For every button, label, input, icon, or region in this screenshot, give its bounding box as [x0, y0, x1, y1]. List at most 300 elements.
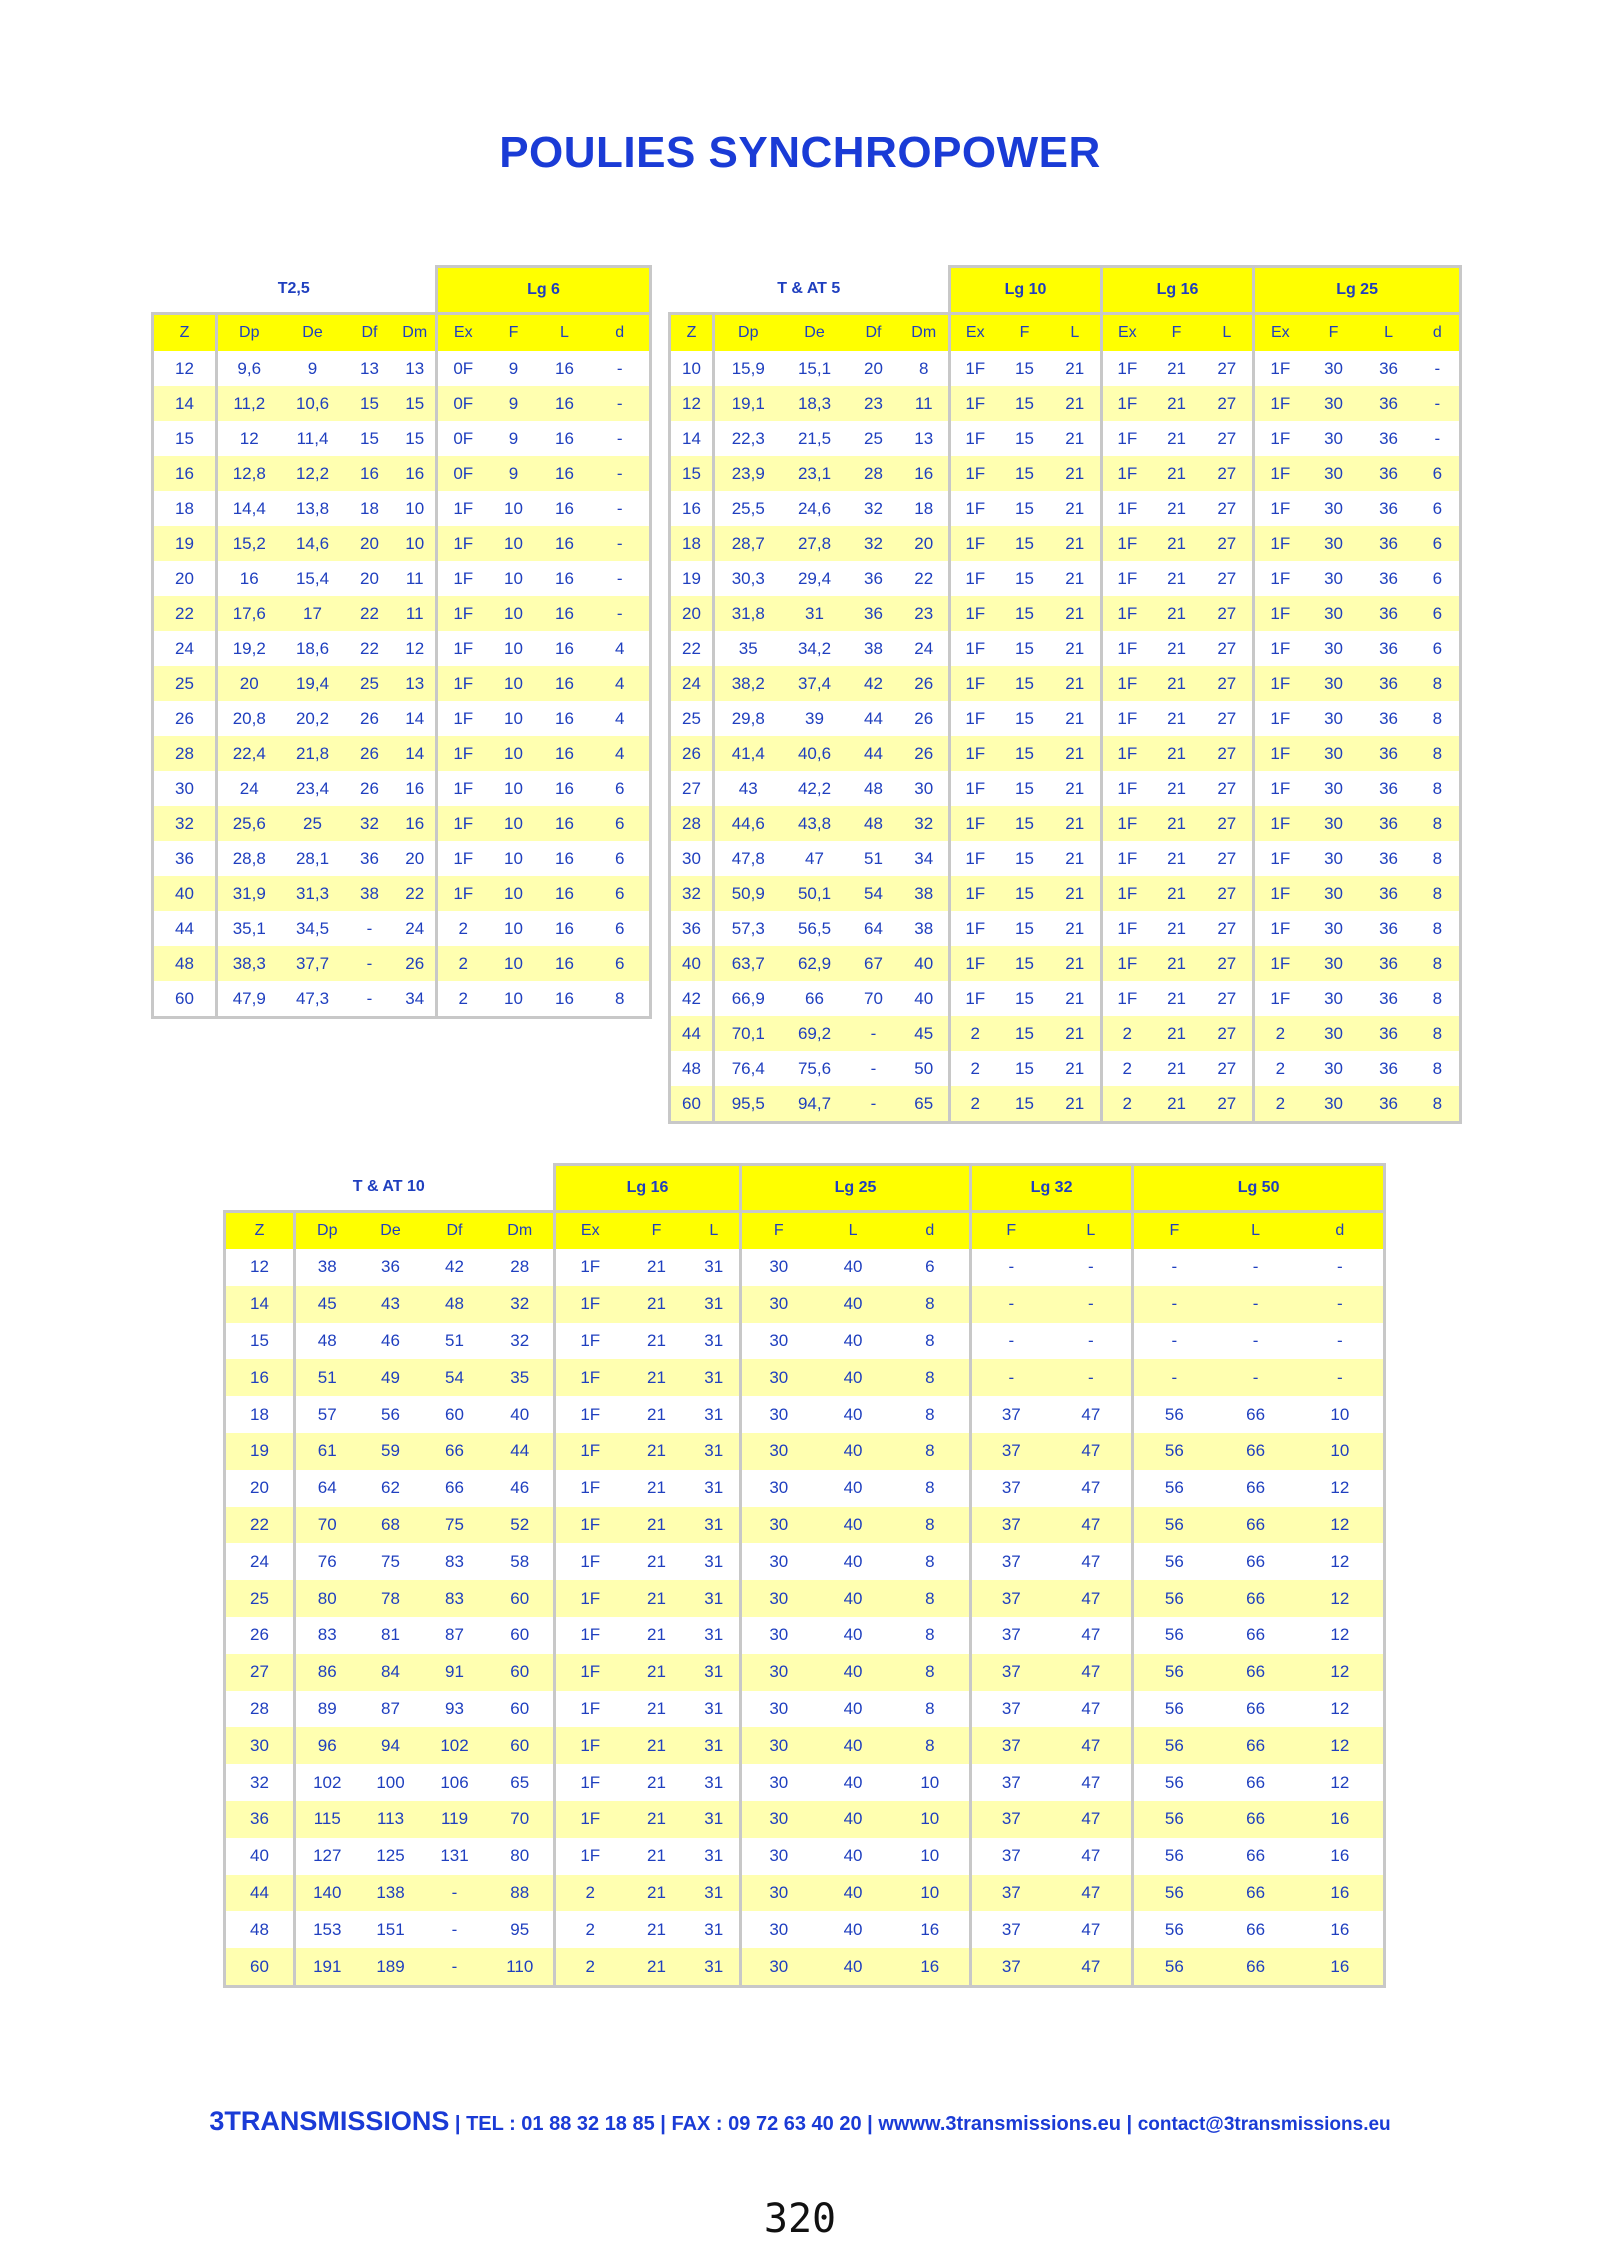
- table-cell: 47: [1051, 1838, 1133, 1875]
- table-cell: 1F: [1102, 596, 1152, 631]
- table-cell: 36: [1362, 911, 1416, 946]
- table-cell: 8: [891, 1323, 971, 1360]
- table-cell: 1F: [1254, 701, 1306, 736]
- table-cell: 6: [1416, 456, 1461, 491]
- table-cell: 47,3: [281, 981, 345, 1018]
- table-cell: 56: [1133, 1396, 1215, 1433]
- table-cell: 36: [848, 596, 900, 631]
- page-number: 320: [763, 2196, 837, 2242]
- table-cell: 66: [423, 1470, 487, 1507]
- table-cell: 1F: [1102, 841, 1152, 876]
- table-cell: 2: [950, 1051, 1000, 1086]
- table-row: [670, 386, 1461, 421]
- table-cell: 87: [359, 1691, 423, 1728]
- table-row: [225, 1433, 1385, 1470]
- table-cell: 45: [295, 1286, 359, 1323]
- table-cell: 10: [489, 561, 539, 596]
- table-cell: 44: [487, 1433, 555, 1470]
- table-cell: 22: [395, 876, 437, 911]
- table-cell: 110: [487, 1948, 555, 1986]
- table-cell: 40: [225, 1838, 295, 1875]
- table-cell: 27: [1202, 596, 1254, 631]
- table-cell: 16: [539, 736, 591, 771]
- table-cell: 28,7: [714, 526, 782, 561]
- table-cell: 127: [295, 1838, 359, 1875]
- table-cell: 27: [1202, 561, 1254, 596]
- table-cell: 30: [1306, 351, 1362, 386]
- table-cell: 31: [689, 1323, 741, 1360]
- table-cell: 35: [487, 1359, 555, 1396]
- table-cell: 1F: [1254, 736, 1306, 771]
- table-cell: 40: [816, 1911, 891, 1948]
- table-cell: 31: [782, 596, 848, 631]
- table-row: [670, 736, 1461, 771]
- table-cell: 6: [591, 876, 651, 911]
- table-row: [225, 1580, 1385, 1617]
- table-cell: 38: [900, 911, 950, 946]
- table-cell: 15: [1000, 561, 1050, 596]
- table-cell: 16: [153, 456, 217, 491]
- table-cell: 30: [741, 1948, 816, 1986]
- table-cell: 16: [539, 666, 591, 701]
- table-cell: 1F: [950, 946, 1000, 981]
- table-cell: 1F: [1102, 736, 1152, 771]
- table-cell: 56: [1133, 1948, 1215, 1986]
- table-cell: 27: [1202, 631, 1254, 666]
- table-cell: 20: [217, 666, 281, 701]
- table-cell: 22: [345, 631, 395, 666]
- table-cell: 30: [741, 1764, 816, 1801]
- table-cell: 66: [1215, 1911, 1297, 1948]
- table-cell: 47,8: [714, 841, 782, 876]
- table-cell: 27,8: [782, 526, 848, 561]
- table-t25: [151, 265, 652, 1019]
- table-cell: 24: [670, 666, 714, 701]
- table-cell: 47: [782, 841, 848, 876]
- table-cell: 1F: [950, 561, 1000, 596]
- table-cell: 56: [1133, 1470, 1215, 1507]
- table-cell: 1F: [555, 1691, 625, 1728]
- group-header: Lg 50: [1133, 1165, 1385, 1212]
- table-cell: 27: [1202, 526, 1254, 561]
- table-cell: 8: [891, 1286, 971, 1323]
- table-cell: 32: [153, 806, 217, 841]
- table-cell: 21: [625, 1764, 689, 1801]
- table-cell: 36: [1362, 841, 1416, 876]
- table-cell: 1F: [1102, 981, 1152, 1016]
- table-cell: 35,1: [217, 911, 281, 946]
- table-cell: 1F: [1254, 771, 1306, 806]
- table-cell: 21: [1050, 456, 1102, 491]
- table-cell: 6: [591, 911, 651, 946]
- table-cell: 23: [848, 386, 900, 421]
- table-cell: 11,4: [281, 421, 345, 456]
- table-cell: -: [971, 1359, 1051, 1396]
- table-cell: 88: [487, 1875, 555, 1912]
- table-cell: 1F: [555, 1323, 625, 1360]
- table-cell: 31: [689, 1286, 741, 1323]
- table-cell: 30: [1306, 981, 1362, 1016]
- table-cell: 1F: [1102, 771, 1152, 806]
- table-cell: 1F: [1254, 491, 1306, 526]
- column-header: Z: [225, 1212, 295, 1250]
- table-row: [670, 911, 1461, 946]
- table-cell: 1F: [1102, 946, 1152, 981]
- column-header: Df: [345, 314, 395, 352]
- table-cell: -: [1215, 1359, 1297, 1396]
- table-cell: 48: [848, 806, 900, 841]
- table-cell: 21: [1050, 596, 1102, 631]
- table-cell: 1F: [1254, 666, 1306, 701]
- table-cell: 28,8: [217, 841, 281, 876]
- footer-tel: TEL : 01 88 32 18 85: [466, 2113, 655, 2135]
- table-row: [153, 736, 651, 771]
- table-cell: -: [1133, 1323, 1215, 1360]
- table-cell: 1F: [1102, 421, 1152, 456]
- footer-separator: |: [861, 2113, 879, 2135]
- table-cell: 1F: [950, 981, 1000, 1016]
- table-cell: 12: [1297, 1691, 1385, 1728]
- table-cell: 9: [489, 421, 539, 456]
- table-cell: 40: [900, 946, 950, 981]
- column-header: d: [1297, 1212, 1385, 1250]
- table-cell: 16: [395, 456, 437, 491]
- table-row: [670, 421, 1461, 456]
- table-row: [153, 701, 651, 736]
- table-cell: 6: [591, 806, 651, 841]
- table-cell: 8: [891, 1617, 971, 1654]
- column-header: Ex: [950, 314, 1000, 352]
- table-cell: 21: [1152, 456, 1202, 491]
- table-cell: 153: [295, 1911, 359, 1948]
- table-cell: 37: [971, 1543, 1051, 1580]
- table-cell: 44: [848, 736, 900, 771]
- table-cell: 16: [539, 631, 591, 666]
- table-row: [225, 1543, 1385, 1580]
- table-cell: 47: [1051, 1507, 1133, 1544]
- table-cell: 56: [1133, 1801, 1215, 1838]
- table-cell: 1F: [950, 386, 1000, 421]
- column-header: F: [625, 1212, 689, 1250]
- table-row: [670, 561, 1461, 596]
- table-cell: 32: [487, 1323, 555, 1360]
- table-cell: 34: [900, 841, 950, 876]
- table-cell: 21: [1050, 666, 1102, 701]
- table-cell: 21: [1050, 981, 1102, 1016]
- table-cell: 14: [395, 736, 437, 771]
- table-cell: 9,6: [217, 351, 281, 386]
- column-header: Dp: [295, 1212, 359, 1250]
- table-cell: 15: [1000, 526, 1050, 561]
- table-cell: 16: [539, 351, 591, 386]
- table-cell: 1F: [555, 1838, 625, 1875]
- table-cell: 56: [1133, 1507, 1215, 1544]
- table-cell: 66: [1215, 1433, 1297, 1470]
- table-cell: 10: [489, 596, 539, 631]
- table-cell: 36: [1362, 386, 1416, 421]
- table-cell: 16: [539, 981, 591, 1018]
- table-cell: 1F: [950, 456, 1000, 491]
- table-cell: -: [591, 456, 651, 491]
- table-cell: 8: [891, 1359, 971, 1396]
- table-cell: 21: [1152, 876, 1202, 911]
- table-cell: 21: [1050, 806, 1102, 841]
- table-cell: 69,2: [782, 1016, 848, 1051]
- table-cell: 44: [848, 701, 900, 736]
- table-cell: -: [1297, 1286, 1385, 1323]
- table-cell: 2: [1254, 1051, 1306, 1086]
- table-cell: 21: [1050, 701, 1102, 736]
- table-cell: 47: [1051, 1801, 1133, 1838]
- table-cell: 1F: [950, 911, 1000, 946]
- table-cell: 31: [689, 1507, 741, 1544]
- table-cell: 26: [225, 1617, 295, 1654]
- table-cell: 36: [848, 561, 900, 596]
- table-cell: 36: [670, 911, 714, 946]
- table-cell: 39: [782, 701, 848, 736]
- table-cell: 36: [153, 841, 217, 876]
- table-cell: 30: [741, 1507, 816, 1544]
- table-cell: 30: [741, 1691, 816, 1728]
- table-cell: 6: [1416, 526, 1461, 561]
- table-cell: 48: [670, 1051, 714, 1086]
- table-cell: 9: [489, 351, 539, 386]
- table-cell: 21: [1152, 736, 1202, 771]
- table-cell: 21: [625, 1875, 689, 1912]
- table-cell: 40: [816, 1727, 891, 1764]
- table-cell: 6: [1416, 596, 1461, 631]
- table-cell: 65: [900, 1086, 950, 1123]
- table-cell: 52: [487, 1507, 555, 1544]
- table-cell: 20: [900, 526, 950, 561]
- table-cell: 36: [1362, 736, 1416, 771]
- table-cell: 37: [971, 1654, 1051, 1691]
- column-header: De: [782, 314, 848, 352]
- table-cell: 47: [1051, 1764, 1133, 1801]
- table-cell: 1F: [1102, 876, 1152, 911]
- table-cell: 30: [1306, 806, 1362, 841]
- table-cell: 24: [217, 771, 281, 806]
- table-cell: -: [1051, 1249, 1133, 1286]
- table-cell: 10: [489, 876, 539, 911]
- table-cell: 36: [1362, 491, 1416, 526]
- table-cell: 21: [1152, 841, 1202, 876]
- table-cell: 21: [625, 1838, 689, 1875]
- table-cell: 1F: [555, 1470, 625, 1507]
- table-cell: 21: [625, 1911, 689, 1948]
- table-cell: 36: [225, 1801, 295, 1838]
- table-row: [153, 841, 651, 876]
- column-header: L: [1215, 1212, 1297, 1250]
- footer-separator: |: [654, 2113, 672, 2135]
- table-cell: 19: [225, 1433, 295, 1470]
- table-cell: 189: [359, 1948, 423, 1986]
- table-cell: 30: [741, 1727, 816, 1764]
- table-cell: 96: [295, 1727, 359, 1764]
- table-cell: 47: [1051, 1580, 1133, 1617]
- table-cell: 31: [689, 1617, 741, 1654]
- table-cell: 1F: [437, 596, 489, 631]
- table-cell: 21: [1152, 421, 1202, 456]
- table-cell: 23,9: [714, 456, 782, 491]
- table-cell: 10: [1297, 1396, 1385, 1433]
- table-cell: 75: [423, 1507, 487, 1544]
- table-cell: 21: [1050, 1086, 1102, 1123]
- table-cell: 30: [900, 771, 950, 806]
- group-header: Lg 25: [1254, 267, 1461, 314]
- table-cell: 56: [1133, 1433, 1215, 1470]
- table-cell: 4: [591, 631, 651, 666]
- table-cell: 58: [487, 1543, 555, 1580]
- table-cell: 66: [1215, 1617, 1297, 1654]
- table-cell: 12: [1297, 1764, 1385, 1801]
- table-cell: 31,3: [281, 876, 345, 911]
- table-row: [225, 1875, 1385, 1912]
- table-cell: 66,9: [714, 981, 782, 1016]
- table-cell: 30: [741, 1911, 816, 1948]
- table-cell: 60: [487, 1654, 555, 1691]
- table-row: [225, 1948, 1385, 1986]
- table-cell: 21: [1152, 1086, 1202, 1123]
- table-cell: 57: [295, 1396, 359, 1433]
- table-cell: 54: [848, 876, 900, 911]
- table-cell: 36: [359, 1249, 423, 1286]
- table-cell: 87: [423, 1617, 487, 1654]
- table-cell: 1F: [1102, 806, 1152, 841]
- table-cell: 27: [1202, 1016, 1254, 1051]
- table-cell: 21: [625, 1691, 689, 1728]
- table-cell: -: [591, 526, 651, 561]
- footer-website-link[interactable]: wwww.3transmissions.eu: [878, 2113, 1121, 2135]
- table-cell: 8: [1416, 771, 1461, 806]
- table-row: [670, 876, 1461, 911]
- table-cell: 106: [423, 1764, 487, 1801]
- column-header: De: [281, 314, 345, 352]
- table-cell: -: [1416, 351, 1461, 386]
- table-cell: 20: [670, 596, 714, 631]
- table-cell: 1F: [1102, 561, 1152, 596]
- table-row: [153, 386, 651, 421]
- table-cell: 1F: [1254, 596, 1306, 631]
- table-cell: 15: [1000, 911, 1050, 946]
- table-cell: 1F: [555, 1396, 625, 1433]
- table-row: [225, 1838, 1385, 1875]
- table-cell: 1F: [950, 736, 1000, 771]
- table-cell: 2: [555, 1911, 625, 1948]
- table-cell: 30: [670, 841, 714, 876]
- table-cell: 47: [1051, 1948, 1133, 1986]
- table-cell: 36: [1362, 456, 1416, 491]
- column-header: Dm: [900, 314, 950, 352]
- table-cell: 48: [848, 771, 900, 806]
- table-cell: 1F: [1254, 911, 1306, 946]
- table-cell: 21: [625, 1396, 689, 1433]
- table-cell: 89: [295, 1691, 359, 1728]
- footer-email-link[interactable]: contact@3transmissions.eu: [1137, 2114, 1391, 2135]
- table-row: [225, 1764, 1385, 1801]
- table-cell: 66: [1215, 1948, 1297, 1986]
- table-cell: 21: [1152, 561, 1202, 596]
- table-cell: 31: [689, 1875, 741, 1912]
- table-cell: 12: [1297, 1727, 1385, 1764]
- table-cell: 27: [1202, 386, 1254, 421]
- table-cell: 21: [1050, 841, 1102, 876]
- table-cell: 62,9: [782, 946, 848, 981]
- table-cell: 1F: [555, 1764, 625, 1801]
- column-header: De: [359, 1212, 423, 1250]
- table-cell: 47: [1051, 1875, 1133, 1912]
- table-cell: 16: [1297, 1838, 1385, 1875]
- table-cell: 25: [345, 666, 395, 701]
- table-cell: 80: [295, 1580, 359, 1617]
- table-cell: 21: [1152, 526, 1202, 561]
- table-cell: 1F: [1254, 841, 1306, 876]
- column-header: L: [539, 314, 591, 352]
- table-cell: 40: [816, 1948, 891, 1986]
- table-row: [153, 876, 651, 911]
- table-cell: 25: [225, 1580, 295, 1617]
- table-cell: 1F: [950, 526, 1000, 561]
- table-cell: 34,2: [782, 631, 848, 666]
- table-cell: 76: [295, 1543, 359, 1580]
- table-cell: 32: [225, 1764, 295, 1801]
- table-cell: 2: [1254, 1016, 1306, 1051]
- table-cell: 4: [591, 736, 651, 771]
- table-cell: 1F: [950, 491, 1000, 526]
- table-row: [670, 631, 1461, 666]
- table-row: [225, 1507, 1385, 1544]
- table-cell: 95,5: [714, 1086, 782, 1123]
- column-header: Dp: [714, 314, 782, 352]
- table-cell: 47: [1051, 1617, 1133, 1654]
- group-header: Lg 32: [971, 1165, 1133, 1212]
- table-cell: 13: [900, 421, 950, 456]
- table-cell: 30: [741, 1470, 816, 1507]
- table-cell: 1F: [437, 491, 489, 526]
- table-cell: 40: [153, 876, 217, 911]
- table-row: [225, 1727, 1385, 1764]
- table-row: [670, 701, 1461, 736]
- table-cell: 44: [670, 1016, 714, 1051]
- table-cell: 8: [900, 351, 950, 386]
- table-cell: 31: [689, 1580, 741, 1617]
- table-cell: 2: [1254, 1086, 1306, 1123]
- table-row: [225, 1396, 1385, 1433]
- table-cell: 26: [345, 771, 395, 806]
- table-cell: 37: [971, 1617, 1051, 1654]
- table-cell: 27: [1202, 456, 1254, 491]
- table-cell: 37: [971, 1911, 1051, 1948]
- table-cell: 37: [971, 1433, 1051, 1470]
- table-cell: 27: [1202, 946, 1254, 981]
- table-cell: 13: [345, 351, 395, 386]
- column-header: L: [1362, 314, 1416, 352]
- table-cell: 37: [971, 1691, 1051, 1728]
- table-row: [153, 981, 651, 1018]
- table-cell: 31: [689, 1359, 741, 1396]
- table-cell: -: [423, 1875, 487, 1912]
- table-cell: 66: [1215, 1543, 1297, 1580]
- table-cell: 10: [891, 1875, 971, 1912]
- table-row: [153, 526, 651, 561]
- table-cell: 12: [1297, 1654, 1385, 1691]
- table-cell: 43: [359, 1286, 423, 1323]
- table-cell: 36: [1362, 596, 1416, 631]
- table-cell: 15,9: [714, 351, 782, 386]
- table-cell: 13,8: [281, 491, 345, 526]
- table-cell: 10: [395, 491, 437, 526]
- table-cell: 15: [670, 456, 714, 491]
